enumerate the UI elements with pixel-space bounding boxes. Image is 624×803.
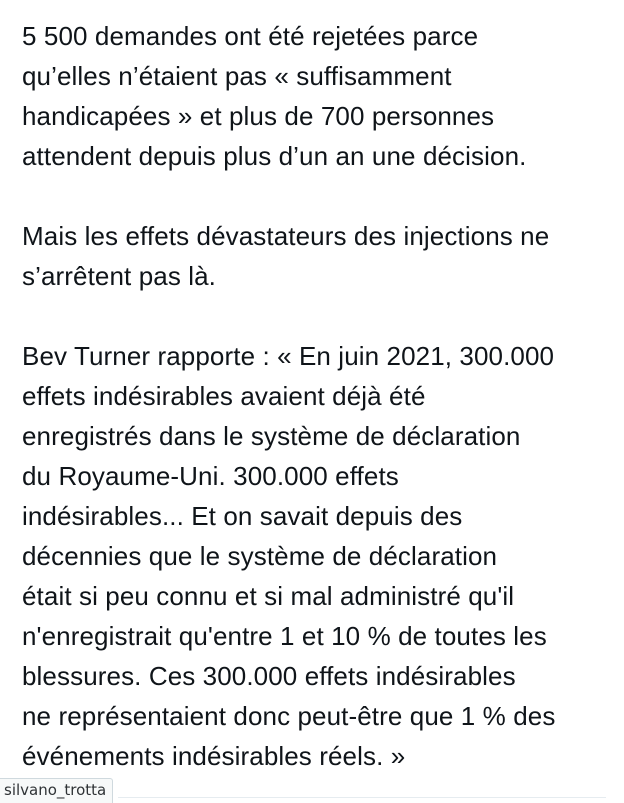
post-text <box>22 16 618 776</box>
divider <box>118 797 606 798</box>
post-paragraph-2: Mais les effets dévastateurs des injections ne s’arrêtent pas là. <box>22 221 550 291</box>
post-paragraph-1: 5 500 demandes ont été rejetées parce qu’elles n’étaient pas « suffisamment handicapées » et plus de 700 personnes attendent depuis plus d’un an une décision. <box>22 21 527 171</box>
post-paragraph-3: Bev Turner rapporte : « En juin 2021, 300.000 effets indésirables avaient déjà été enregistrés dans le système de déclaration du Royaume-Uni. 300.000 effets indésirables... Et on savait depuis des décennies que le système de déclaration était si peu connu et si mal administré qu'il n'enregistrait qu'entre 1 et 10 % de toutes les blessures. Ces 300.000 effets indésirables ne représentaient donc peut-être que 1 % des événements indésirables réels. » <box>22 341 556 771</box>
username-watermark: silvano_trotta <box>0 778 113 803</box>
